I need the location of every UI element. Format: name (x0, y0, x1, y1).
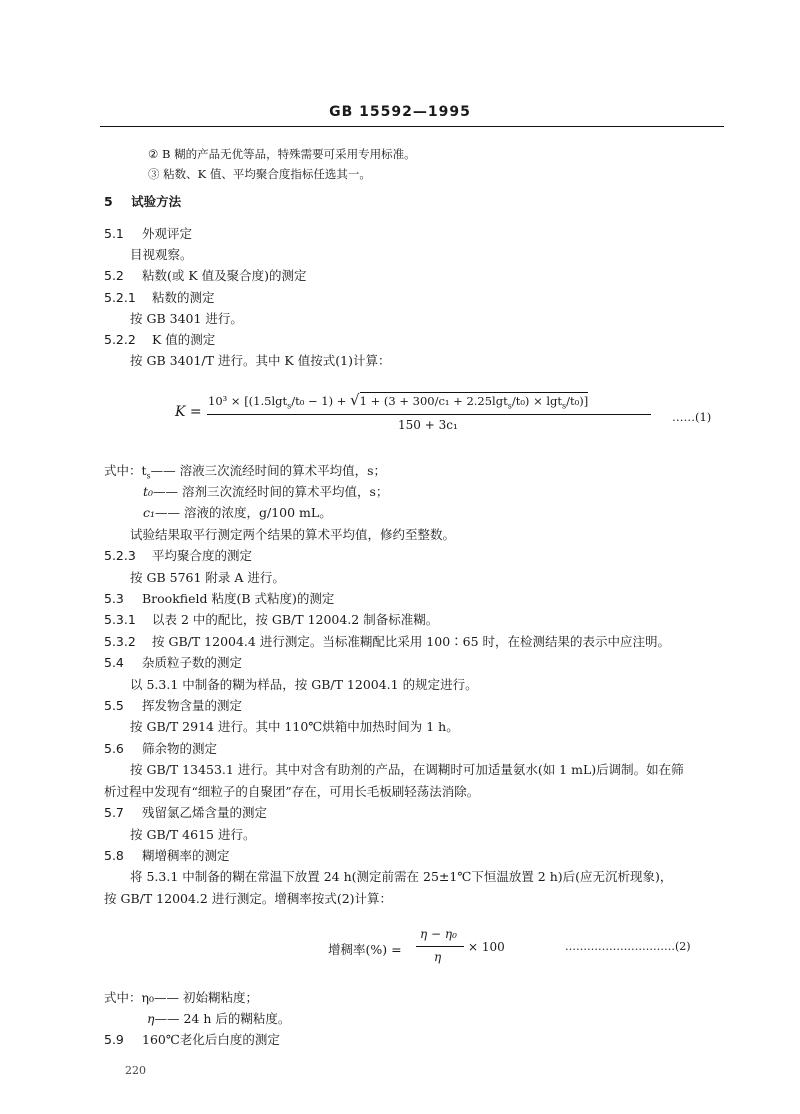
clause-5-4: 5.4 杂质粒子数的测定 (104, 655, 243, 670)
clause-text: 按 GB/T 13453.1 进行。其中对含有助剂的产品，在调糊时可加适量氨水(如 1 mL)后调制。如在筛 (130, 762, 684, 777)
formula-2-fraction-bar (416, 946, 464, 947)
formula-1-fraction-bar (207, 414, 651, 415)
section-number: 5 (104, 194, 113, 209)
clause-5-1: 5.1 外观评定 (104, 226, 193, 241)
result-note: 试验结果取平行测定两个结果的算术平均值，修约至整数。 (130, 527, 456, 542)
clause-5-2-2: 5.2.2 K 值的测定 (104, 332, 216, 347)
page-number: 220 (125, 1064, 146, 1077)
formula-1-lhs: K = (175, 404, 202, 420)
page-header: GB 15592—1995 (329, 104, 471, 120)
clause-5-9: 5.9 160℃老化后白度的测定 (104, 1032, 280, 1047)
clause-5-2-3: 5.2.3 平均聚合度的测定 (104, 548, 253, 563)
clause-text: 目视观察。 (130, 247, 193, 262)
clause-5-8: 5.8 糊增稠率的测定 (104, 848, 230, 863)
formula-1-denominator: 150 + 3c₁ (398, 418, 458, 432)
clause-text: 以 5.3.1 中制备的糊为样品，按 GB/T 12004.1 的规定进行。 (130, 677, 478, 692)
clause-5-3: 5.3 Brookfield 粘度(B 式粘度)的测定 (104, 591, 335, 606)
clause-5-2: 5.2 粘数(或 K 值及聚合度)的测定 (104, 268, 307, 283)
clause-text: 析过程中发现有“细粒子的自聚团”存在，可用长毛板刷轻荡法消除。 (104, 784, 480, 799)
formula-2-numerator: η − η₀ (420, 927, 457, 941)
where-1-line-3: c₁—— 溶液的浓度，g/100 mL。 (143, 505, 332, 520)
clause-5-2-1: 5.2.1 粘数的测定 (104, 290, 215, 305)
clause-text: 按 GB/T 2914 进行。其中 110℃烘箱中加热时间为 1 h。 (130, 719, 459, 734)
clause-5-7: 5.7 残留氯乙烯含量的测定 (104, 805, 268, 820)
formula-2-rhs: × 100 (468, 940, 505, 954)
note-2: ② B 糊的产品无优等品，特殊需要可采用专用标准。 (148, 147, 416, 161)
formula-2-denominator: η (434, 950, 442, 964)
clause-5-3-1: 5.3.1 以表 2 中的配比，按 GB/T 12004.2 制备标准糊。 (104, 612, 439, 627)
formula-1-numerator: 10³ × [(1.5lgt$_s$/t₀ − 1) + √1 + (3 + 300/c₁ + 2.25lgt$_s$/t₀) × lgt$_s$/t₀)] (208, 391, 589, 411)
clause-text: 按 GB 5761 附录 A 进行。 (130, 570, 285, 585)
formula-2-eqno: …………………………(2) (565, 940, 691, 953)
clause-5-5: 5.5 挥发物含量的测定 (104, 698, 243, 713)
clause-text: 按 GB 3401/T 进行。其中 K 值按式(1)计算： (130, 353, 391, 368)
note-3: ③ 粘数、K 值、平均聚合度指标任选其一。 (148, 167, 371, 181)
clause-text: 按 GB/T 12004.2 进行测定。增稠率按式(2)计算： (104, 891, 393, 906)
clause-text: 将 5.3.1 中制备的糊在常温下放置 24 h(测定前需在 25±1℃下恒温放置 2 h)后(应无沉析现象)， (130, 869, 673, 884)
clause-5-6: 5.6 筛余物的测定 (104, 741, 218, 756)
clause-text: 按 GB 3401 进行。 (130, 311, 243, 326)
formula-1-eqno: ……(1) (672, 410, 712, 424)
where-1-line-2: t₀—— 溶剂三次流经时间的算术平均值，s； (143, 484, 389, 499)
where-2-line-1: 式中：η₀—— 初始糊粘度； (104, 990, 258, 1005)
header-rule (100, 126, 724, 127)
where-1-line-1: 式中：$t_s——$ 溶液三次流经时间的算术平均值，s； (104, 463, 387, 481)
formula-2-lhs: 增稠率(%) = (328, 942, 402, 957)
clause-5-3-2: 5.3.2 按 GB/T 12004.4 进行测定。当标准糊配比采用 100∶65 时，在检测结果的表示中应注明。 (104, 634, 671, 649)
clause-text: 按 GB/T 4615 进行。 (130, 827, 256, 842)
section-title: 试验方法 (131, 194, 182, 209)
where-2-line-2: η—— 24 h 后的糊粘度。 (147, 1011, 291, 1026)
section-5-heading (104, 194, 181, 210)
